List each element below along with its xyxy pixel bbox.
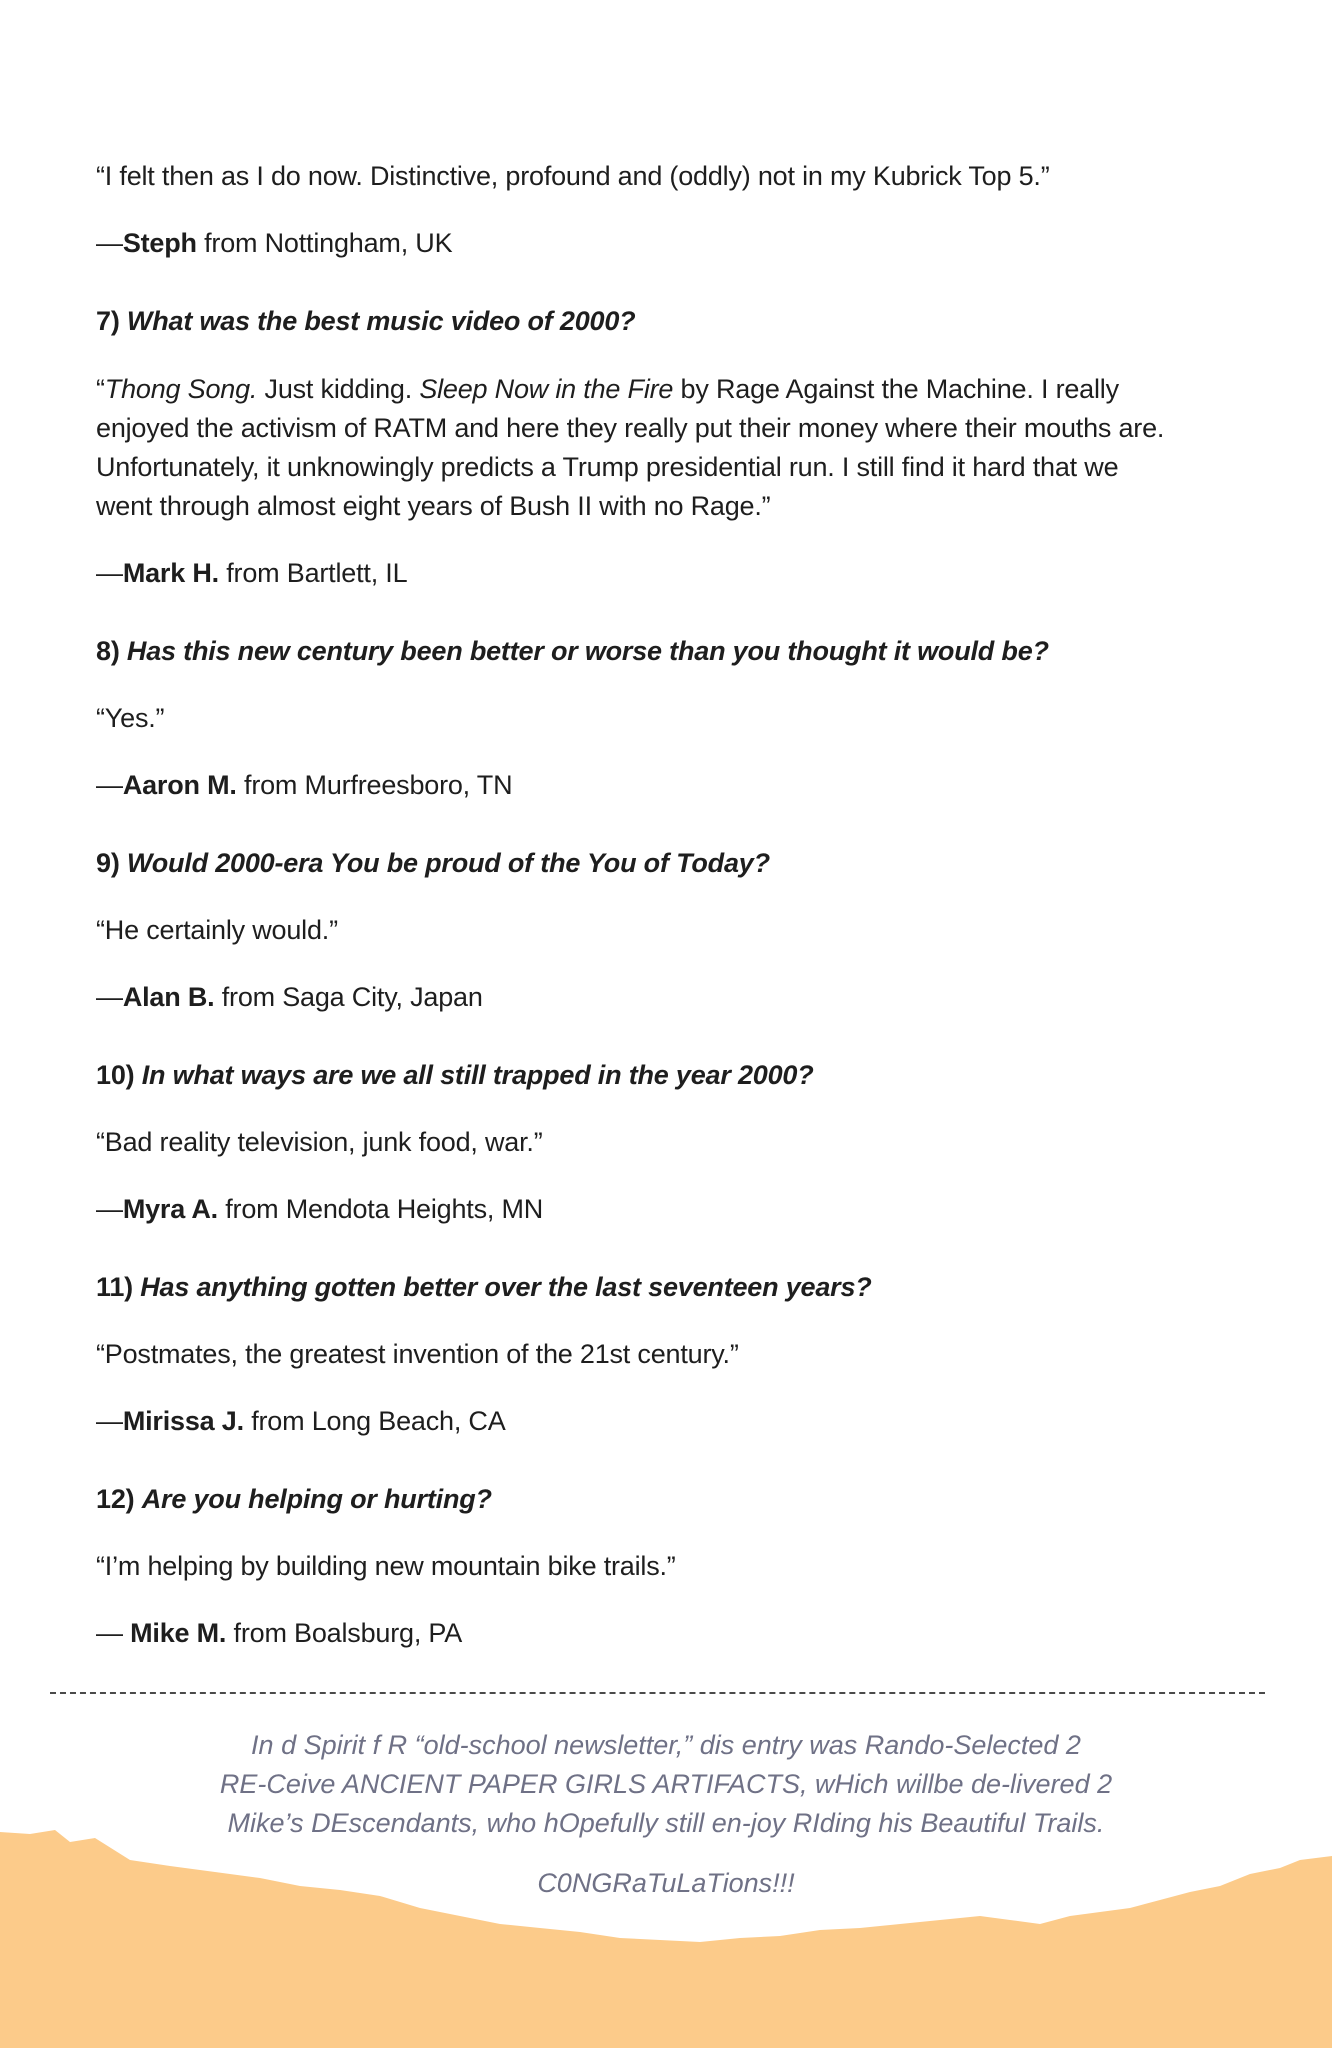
attribution-dash: —	[96, 558, 123, 588]
q9-answer: “He certainly would.”	[96, 915, 338, 945]
song-title: Thong Song.	[104, 374, 258, 404]
question-text: Has anything gotten better over the last seventeen years?	[140, 1272, 872, 1302]
open-quote: “	[96, 374, 105, 404]
attribution-dash: —	[96, 770, 123, 800]
attribution-dash: —	[96, 1618, 131, 1648]
attribution-name: Alan B.	[122, 982, 215, 1012]
attribution-dash: —	[96, 1406, 123, 1436]
attribution-location: from Bartlett, IL	[218, 558, 408, 588]
q7-answer-line-3: Unfortunately, it unknowingly predicts a Trump presidential run. I still find it hard that we	[96, 452, 1119, 482]
attribution-name: Mike M.	[130, 1618, 227, 1648]
q7-answer-line-1	[96, 370, 1119, 409]
q9-attribution	[96, 978, 483, 1017]
q10-answer: “Bad reality television, junk food, war.”	[96, 1127, 543, 1157]
congratulations-text: C0NGRaTuLaTions!!!	[537, 1868, 795, 1898]
q7-answer-line-4: went through almost eight years of Bush II with no Rage.”	[96, 491, 771, 521]
attribution-location: from Boalsburg, PA	[226, 1618, 463, 1648]
question-text: Are you helping or hurting?	[141, 1484, 492, 1514]
q7-answer-line-2: enjoyed the activism of RATM and here they really put their money where their mouths are.	[96, 413, 1165, 443]
q12-answer: “I’m helping by building new mountain bike trails.”	[96, 1551, 676, 1581]
question-11	[96, 1268, 872, 1307]
q11-attribution	[96, 1402, 506, 1441]
question-10	[96, 1056, 814, 1095]
question-number: 8)	[96, 636, 120, 666]
attribution-name: Mirissa J.	[122, 1406, 244, 1436]
torn-paper-shape	[0, 1830, 1332, 2048]
question-12	[96, 1480, 492, 1519]
answer-text: Just kidding.	[257, 374, 420, 404]
attribution-dash: —	[96, 1194, 123, 1224]
torn-paper-decoration	[0, 1820, 1332, 2048]
q8-answer: “Yes.”	[96, 703, 165, 733]
question-text: Has this new century been better or worse than you thought it would be?	[126, 636, 1049, 666]
note-line-3: Mike’s DEscendants, who hOpefully still en-joy RIding his Beautiful Trails.	[227, 1808, 1105, 1838]
question-8	[96, 632, 1049, 671]
attribution-location: from Nottingham, UK	[196, 228, 453, 258]
q8-attribution	[96, 766, 512, 805]
steph-quote: “I felt then as I do now. Distinctive, profound and (oddly) not in my Kubrick Top 5.”	[96, 161, 1050, 191]
note-line-2: RE-Ceive ANCIENT PAPER GIRLS ARTIFACTS, wHich willbe de-livered 2	[219, 1769, 1113, 1799]
answer-text: by Rage Against the Machine. I really	[673, 374, 1119, 404]
question-7	[96, 302, 635, 341]
question-number: 12)	[96, 1484, 135, 1514]
attribution-location: from Murfreesboro, TN	[236, 770, 513, 800]
attribution-location: from Mendota Heights, MN	[217, 1194, 544, 1224]
question-number: 10)	[96, 1060, 135, 1090]
attribution-dash: —	[96, 228, 123, 258]
attribution-location: from Saga City, Japan	[214, 982, 483, 1012]
question-text: Would 2000-era You be proud of the You of Today?	[126, 848, 770, 878]
question-9	[96, 844, 770, 883]
attribution-name: Aaron M.	[122, 770, 237, 800]
dashed-divider	[50, 1692, 1265, 1694]
steph-attribution	[96, 224, 452, 263]
q11-answer: “Postmates, the greatest invention of the 21st century.”	[96, 1339, 739, 1369]
attribution-location: from Long Beach, CA	[243, 1406, 506, 1436]
attribution-dash: —	[96, 982, 123, 1012]
question-text: In what ways are we all still trapped in the year 2000?	[141, 1060, 814, 1090]
song-title: Sleep Now in the Fire	[419, 374, 674, 404]
question-number: 7)	[96, 306, 120, 336]
q7-attribution	[96, 554, 407, 593]
question-text: What was the best music video of 2000?	[126, 306, 636, 336]
question-number: 11)	[96, 1272, 133, 1302]
note-line-1: In d Spirit f R “old-school newsletter,” dis entry was Rando-Selected 2	[251, 1730, 1081, 1760]
q12-attribution	[96, 1614, 462, 1653]
q10-attribution	[96, 1190, 543, 1229]
question-number: 9)	[96, 848, 120, 878]
attribution-name: Mark H.	[122, 558, 219, 588]
attribution-name: Steph	[122, 228, 197, 258]
attribution-name: Myra A.	[122, 1194, 218, 1224]
